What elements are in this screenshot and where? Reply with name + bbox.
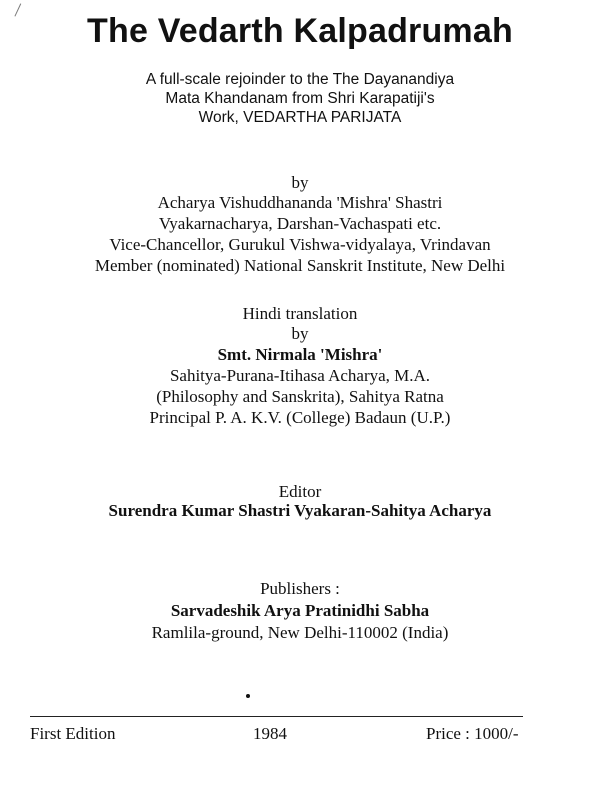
author-name: Acharya Vishuddhananda 'Mishra' Shastri <box>157 193 443 212</box>
book-title: The Vedarth Kalpadrumah <box>87 12 513 50</box>
publisher-name: Sarvadeshik Arya Pratinidhi Sabha <box>170 601 430 620</box>
ornament-dot <box>246 694 250 698</box>
subtitle-line-2: Mata Khandanam from Shri Karapatiji's <box>165 90 435 107</box>
price-label: Price : 1000/- <box>426 724 519 743</box>
editor-name: Surendra Kumar Shastri Vyakaran-Sahitya Acharya <box>108 501 492 520</box>
translator-qualification-2: (Philosophy and Sanskrita), Sahitya Ratna <box>156 387 444 406</box>
edition-label: First Edition <box>30 724 116 743</box>
editor-heading: Editor <box>278 482 322 501</box>
translation-heading: Hindi translation <box>242 304 358 323</box>
footer-rule <box>30 716 523 717</box>
translator-qualification-1: Sahitya-Purana-Itihasa Acharya, M.A. <box>169 366 431 385</box>
publication-year: 1984 <box>253 724 287 743</box>
author-title: Vyakarnacharya, Darshan-Vachaspati etc. <box>158 214 442 233</box>
author-position: Vice-Chancellor, Gurukul Vishwa-vidyalaya, Vrindavan <box>109 235 491 254</box>
author-membership: Member (nominated) National Sanskrit Institute, New Delhi <box>94 256 506 275</box>
subtitle-line-1: A full-scale rejoinder to the The Dayanandiya <box>145 71 455 88</box>
author-by: by <box>291 173 309 192</box>
publishers-heading: Publishers : <box>260 579 340 598</box>
subtitle-line-3: Work, VEDARTHA PARIJATA <box>198 109 402 126</box>
publisher-address: Ramlila-ground, New Delhi-110002 (India) <box>151 623 449 642</box>
translation-by: by <box>291 324 309 343</box>
translator-name: Smt. Nirmala 'Mishra' <box>217 345 383 364</box>
translator-position: Principal P. A. K.V. (College) Badaun (U.P.) <box>149 408 451 427</box>
